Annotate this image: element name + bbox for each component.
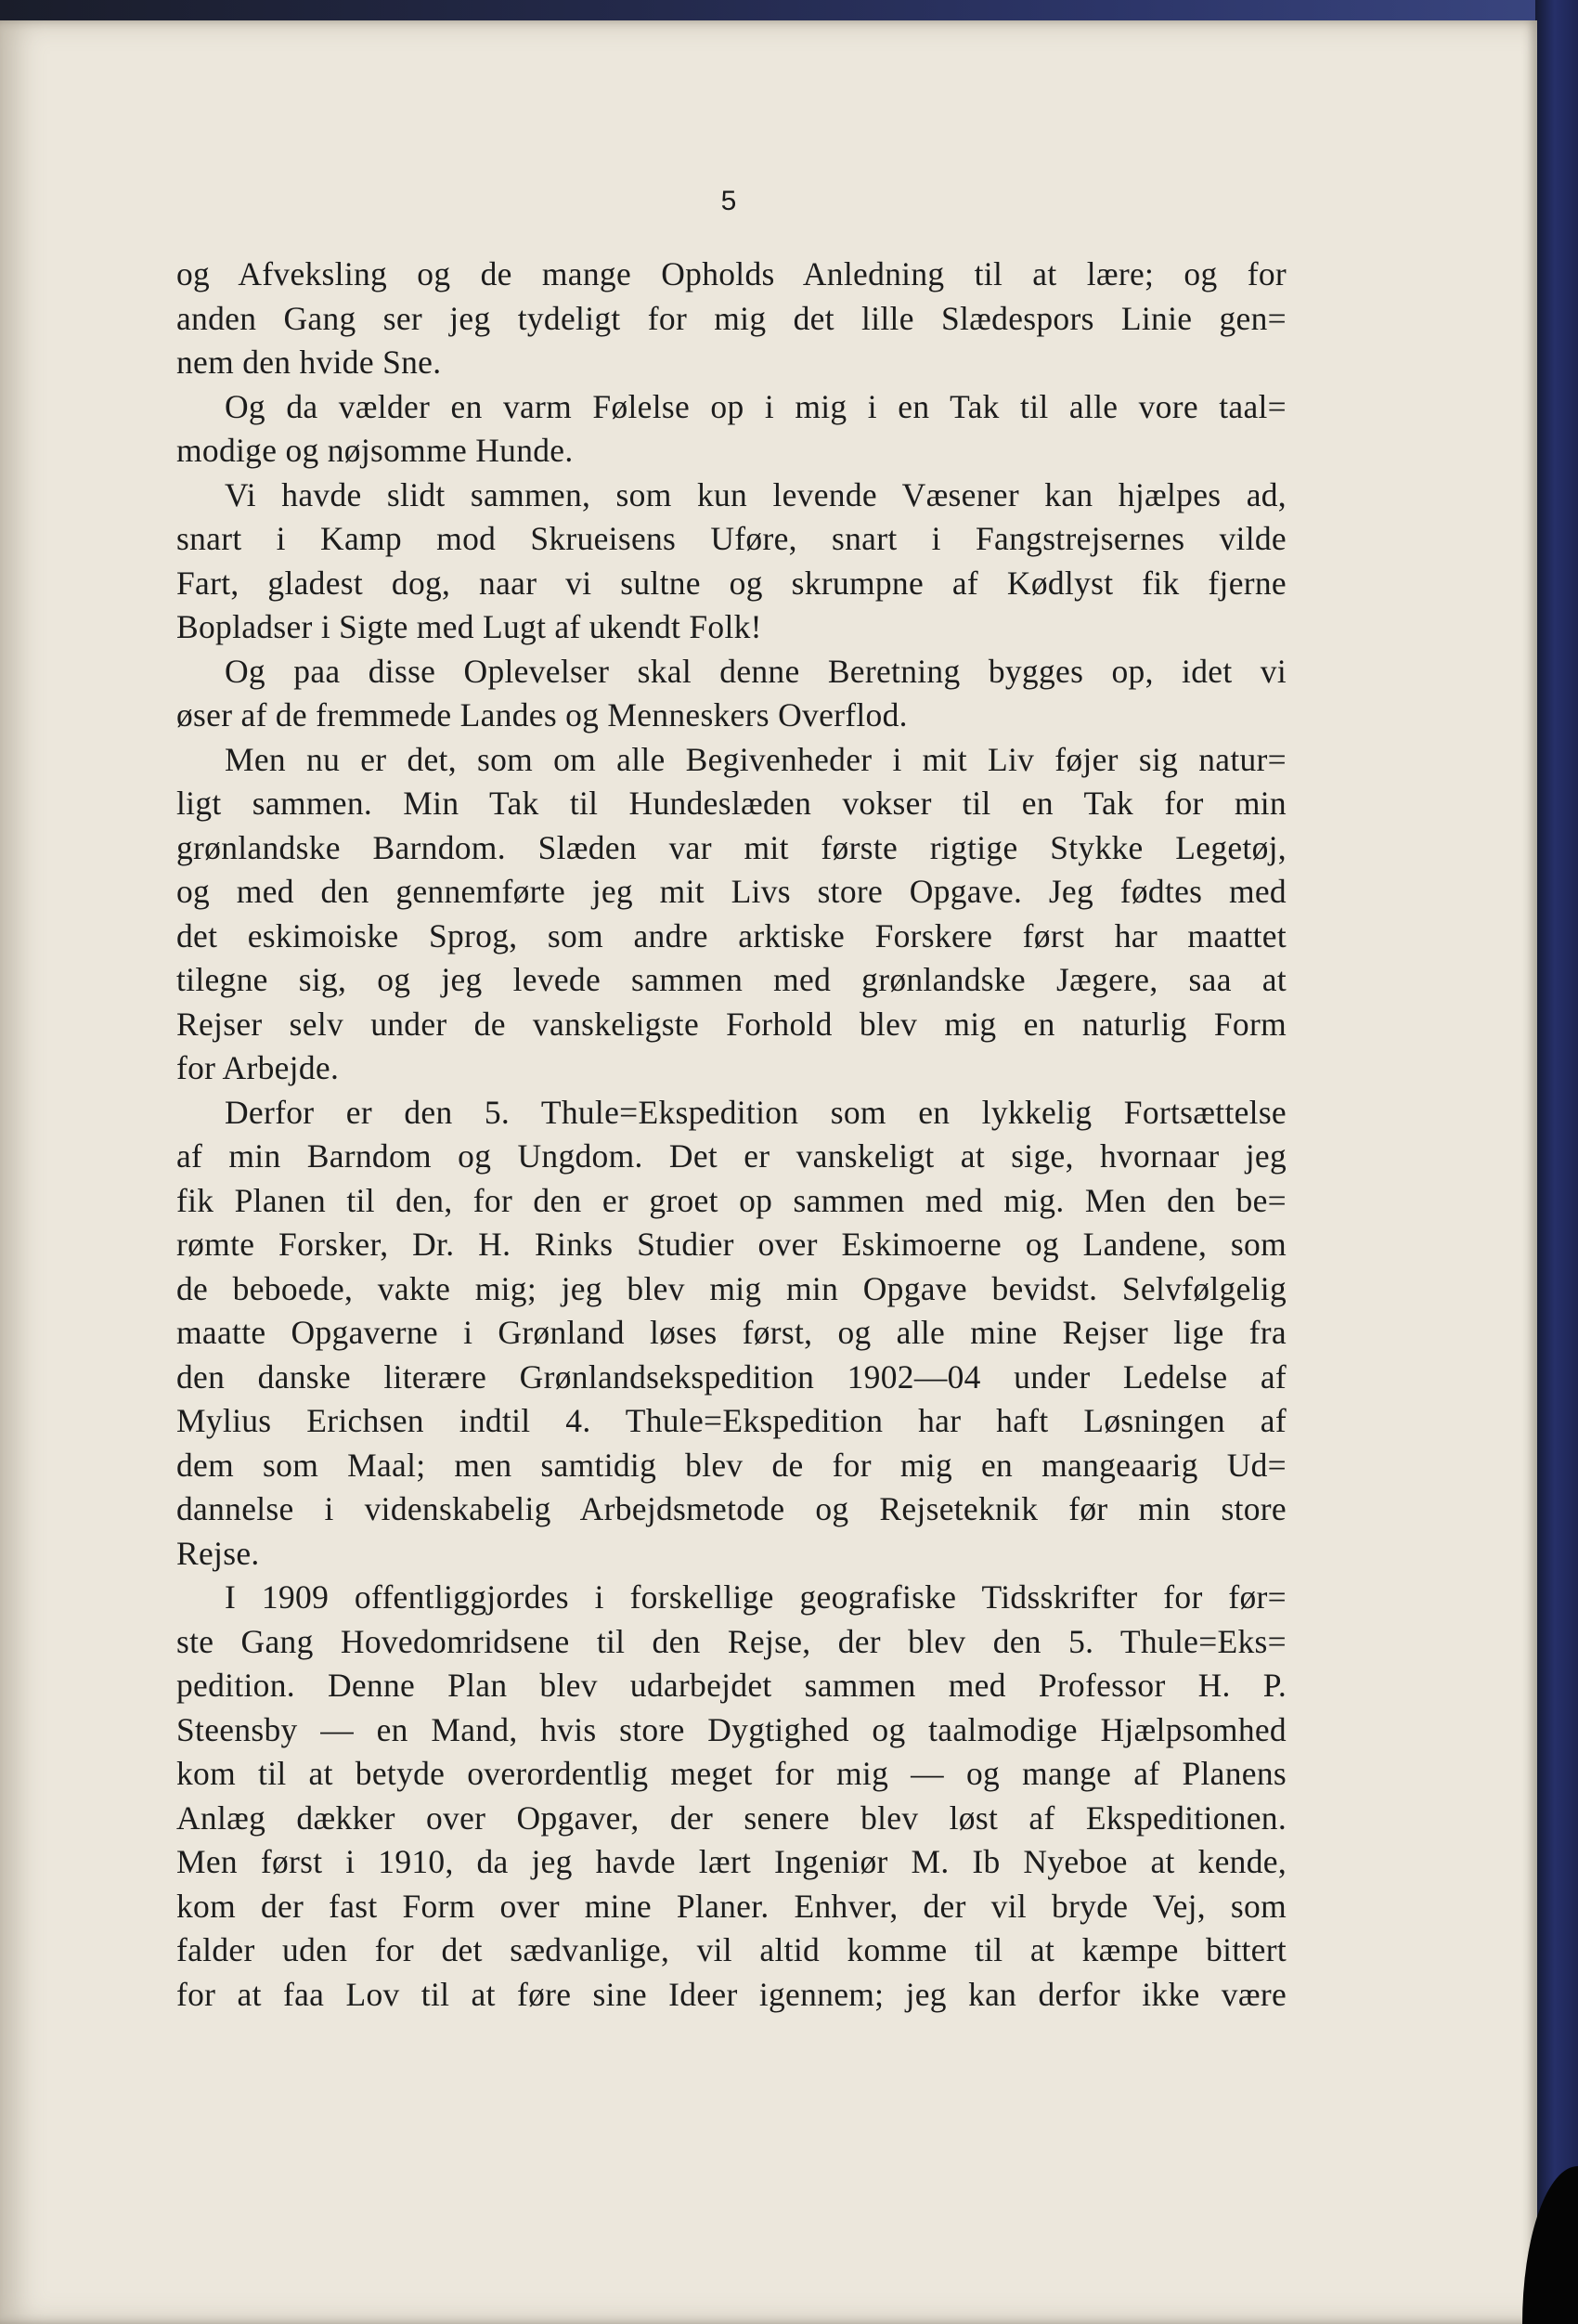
text-line: ligt sammen. Min Tak til Hundeslæden vokser til en Tak for min [176,785,1287,822]
text-line: for Arbejde. [176,1049,340,1086]
text-line: fik Planen til den, for den er groet op sammen med mig. Men den be= [176,1181,1287,1219]
body-text [176,253,1287,2017]
text-line: dannelse i videnskabelig Arbejdsmetode og Rejseteknik før min store [176,1490,1287,1527]
text-line: det eskimoiske Sprog, som andre arktiske Forskere først har maattet [176,916,1287,954]
text-line: Og da vælder en varm Følelse op i mig i en Tak til alle vore taal= [225,387,1287,425]
text-line: I 1909 offentliggjordes i forskellige geografiske Tidsskrifter for før= [225,1578,1287,1616]
text-line: anden Gang ser jeg tydeligt for mig det lille Slædespors Linie gen= [176,299,1287,337]
text-line: Vi havde slidt sammen, som kun levende Væsener kan hjælpes ad, [225,475,1287,513]
text-line: pedition. Denne Plan blev udarbejdet sammen med Professor H. P. [176,1667,1287,1704]
text-line: øser af de fremmede Landes og Menneskers Overflod. [176,696,908,734]
text-line: tilegne sig, og jeg levede sammen med grønlandske Jægere, saa at [176,961,1287,998]
text-line: dem som Maal; men samtidig blev de for mig en mangeaarig Ud= [176,1446,1287,1484]
page-number: 5 [720,186,737,216]
text-line: Rejse. [176,1534,260,1572]
text-line: Men nu er det, som om alle Begivenheder i mit Liv føjer sig natur= [225,740,1287,778]
text-line: Bopladser i Sigte med Lugt af ukendt Folk! [176,608,762,645]
text-line: nem den hvide Sne. [176,344,442,381]
text-line: kom til at betyde overordentlig meget for mig — og mange af Planens [176,1755,1287,1792]
text-line: falder uden for det sædvanlige, vil altid komme til at kæmpe bittert [176,1931,1287,1968]
text-line: kom der fast Form over mine Planer. Enhver, der vil bryde Vej, som [176,1887,1287,1925]
text-line: Fart, gladest dog, naar vi sultne og skrumpne af Kødlyst fik fjerne [176,564,1287,602]
text-line: de beboede, vakte mig; jeg blev mig min Opgave bevidst. Selvfølgelig [176,1269,1287,1307]
text-line: for at faa Lov til at føre sine Ideer igennem; jeg kan derfor ikke være [176,1975,1287,2013]
text-line: ste Gang Hovedomridsene til den Rejse, der blev den 5. Thule=Eks= [176,1622,1287,1660]
text-line: Derfor er den 5. Thule=Ekspedition som en lykkelig Fortsættelse [225,1093,1287,1131]
text-line: maatte Opgaverne i Grønland løses først, og alle mine Rejser lige fra [176,1314,1287,1351]
text-line: Steensby — en Mand, hvis store Dygtighed og taalmodige Hjælpsomhed [176,1710,1287,1748]
text-line: af min Barndom og Ungdom. Det er vanskeligt at sige, hvornaar jeg [176,1137,1287,1175]
text-line: Og paa disse Oplevelser skal denne Beretning bygges op, idet vi [225,652,1287,690]
text-line: Rejser selv under de vanskeligste Forhold blev mig en naturlig Form [176,1005,1287,1043]
book-cover-edge [1535,0,1578,2324]
book-page [0,20,1537,2324]
text-line: Anlæg dækker over Opgaver, der senere blev løst af Ekspeditionen. [176,1798,1287,1837]
text-line: og med den gennemførte jeg mit Livs store Opgave. Jeg fødtes med [176,873,1287,910]
text-line: grønlandske Barndom. Slæden var mit første rigtige Stykke Legetøj, [176,828,1287,866]
text-line: rømte Forsker, Dr. H. Rinks Studier over Eskimoerne og Landene, som [176,1226,1287,1263]
text-line: modige og nøjsomme Hunde. [176,432,574,469]
text-line: den danske literære Grønlandsekspedition 1902—04 under Ledelse af [176,1357,1287,1396]
text-line: snart i Kamp mod Skrueisens Uføre, snart i Fangstrejsernes vilde [176,520,1287,557]
text-line: og Afveksling og de mange Opholds Anledning til at lære; og for [176,255,1287,292]
text-line: Mylius Erichsen indtil 4. Thule=Ekspedition har haft Løsningen af [176,1402,1287,1439]
text-line: Men først i 1910, da jeg havde lært Ingeniør M. Ib Nyeboe at kende, [176,1843,1287,1880]
